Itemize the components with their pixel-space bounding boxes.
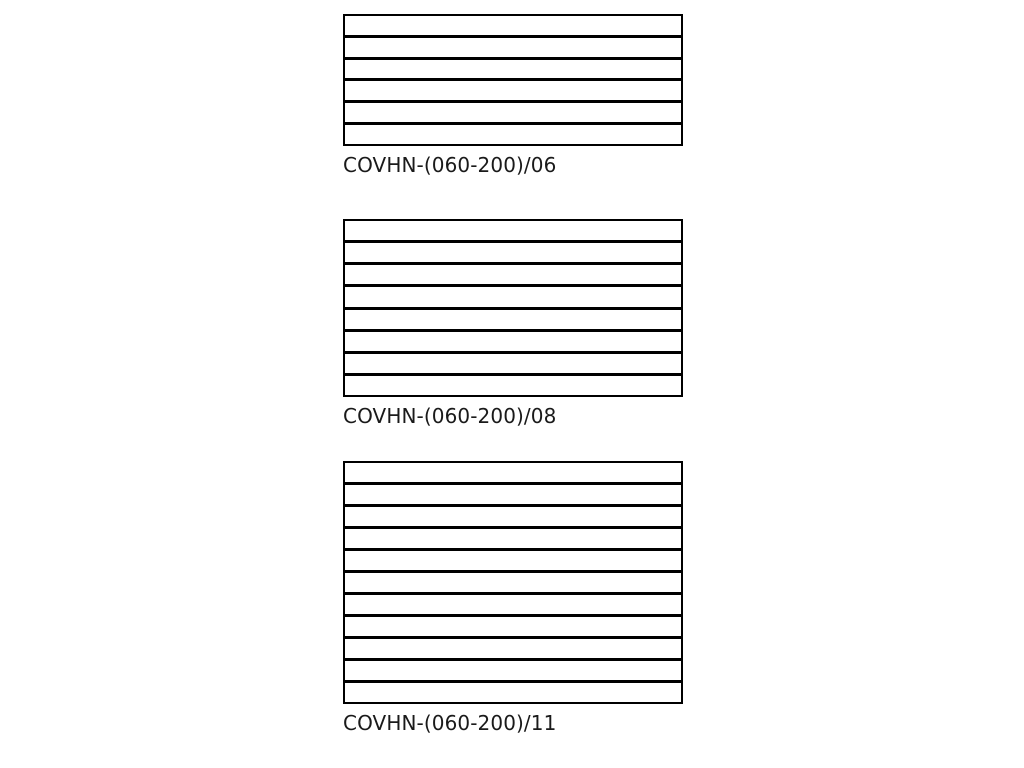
grille-slat [345, 551, 681, 573]
grille-slat [345, 661, 681, 683]
figure-caption-1: COVHN-(060-200)/06 [343, 153, 557, 177]
grille-slat [345, 639, 681, 661]
grille-slat [345, 485, 681, 507]
grille-slat [345, 617, 681, 639]
grille-slat [345, 595, 681, 617]
grille-slat [345, 243, 681, 265]
grille-slat [345, 573, 681, 595]
grille-slat [345, 81, 681, 103]
ventilation-grille-diagram-2 [343, 219, 683, 397]
grille-slat [345, 265, 681, 287]
figure-caption-2: COVHN-(060-200)/08 [343, 404, 557, 428]
figure-group-1 [343, 14, 683, 177]
ventilation-grille-diagram-1 [343, 14, 683, 146]
grille-slat [345, 529, 681, 551]
figure-caption-3: COVHN-(060-200)/11 [343, 711, 557, 735]
grille-slat [345, 125, 681, 144]
figure-group-2 [343, 219, 683, 428]
grille-slat [345, 287, 681, 309]
grille-slat [345, 60, 681, 82]
figure-group-3 [343, 461, 683, 735]
grille-slat [345, 221, 681, 243]
grille-slat [345, 332, 681, 354]
grille-slat [345, 38, 681, 60]
grille-slat [345, 16, 681, 38]
ventilation-grille-diagram-3 [343, 461, 683, 704]
grille-slat [345, 103, 681, 125]
grille-slat [345, 376, 681, 395]
grille-slat [345, 683, 681, 702]
grille-slat [345, 463, 681, 485]
grille-slat [345, 507, 681, 529]
grille-slat [345, 310, 681, 332]
grille-slat [345, 354, 681, 376]
